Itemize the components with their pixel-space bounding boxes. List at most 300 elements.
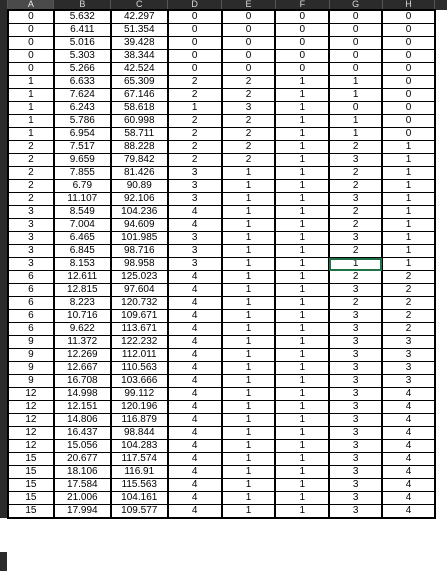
row-header[interactable] — [0, 219, 8, 232]
cell-f[interactable]: 1 — [275, 141, 329, 154]
cell-a[interactable]: 3 — [8, 245, 54, 258]
cell-d[interactable]: 2 — [168, 115, 222, 128]
cell-e[interactable]: 2 — [222, 89, 276, 102]
cell-h[interactable]: 1 — [382, 193, 435, 206]
cell-e[interactable]: 1 — [222, 427, 276, 440]
cell-e[interactable]: 1 — [222, 453, 276, 466]
cell-h[interactable]: 1 — [382, 258, 435, 271]
cell-c[interactable]: 65.309 — [111, 76, 168, 89]
cell-g[interactable]: 1 — [329, 115, 382, 128]
cell-b[interactable]: 16.708 — [54, 375, 111, 388]
cell-h[interactable]: 4 — [382, 388, 435, 401]
overflow-cell[interactable] — [435, 388, 447, 401]
cell-e[interactable]: 1 — [222, 401, 276, 414]
cell-a[interactable]: 3 — [8, 206, 54, 219]
cell-f[interactable]: 1 — [275, 297, 329, 310]
cell-f[interactable]: 1 — [275, 427, 329, 440]
cell-d[interactable]: 4 — [168, 427, 222, 440]
overflow-cell[interactable] — [435, 479, 447, 492]
cell-e[interactable]: 1 — [222, 258, 276, 271]
cell-f[interactable]: 1 — [275, 440, 329, 453]
cell-d[interactable]: 4 — [168, 479, 222, 492]
overflow-cell[interactable] — [435, 10, 447, 24]
column-header-b[interactable]: B — [54, 0, 111, 10]
overflow-cell[interactable] — [435, 466, 447, 479]
cell-b[interactable]: 14.998 — [54, 388, 111, 401]
empty-cell[interactable] — [329, 518, 382, 531]
cell-d[interactable]: 2 — [168, 76, 222, 89]
cell-h[interactable]: 1 — [382, 206, 435, 219]
cell-d[interactable]: 3 — [168, 245, 222, 258]
cell-h[interactable]: 4 — [382, 440, 435, 453]
cell-h[interactable]: 4 — [382, 453, 435, 466]
cell-h[interactable]: 4 — [382, 492, 435, 505]
cell-f[interactable]: 1 — [275, 193, 329, 206]
cell-g[interactable]: 3 — [329, 440, 382, 453]
cell-b[interactable]: 11.107 — [54, 193, 111, 206]
cell-a[interactable]: 9 — [8, 362, 54, 375]
empty-cell[interactable] — [435, 518, 447, 531]
cell-b[interactable]: 9.659 — [54, 154, 111, 167]
empty-cell[interactable] — [222, 518, 276, 531]
row-header[interactable] — [0, 154, 8, 167]
cell-f[interactable]: 1 — [275, 284, 329, 297]
cell-h[interactable]: 0 — [382, 102, 435, 115]
row-header[interactable] — [0, 258, 8, 271]
cell-a[interactable]: 6 — [8, 284, 54, 297]
empty-cell[interactable] — [111, 518, 168, 531]
cell-f[interactable]: 1 — [275, 505, 329, 519]
cell-c[interactable]: 81.426 — [111, 167, 168, 180]
row-header[interactable] — [0, 349, 8, 362]
cell-h[interactable]: 0 — [382, 37, 435, 50]
cell-c[interactable]: 97.604 — [111, 284, 168, 297]
row-header[interactable] — [0, 427, 8, 440]
cell-d[interactable]: 4 — [168, 323, 222, 336]
cell-a[interactable]: 1 — [8, 89, 54, 102]
cell-e[interactable]: 3 — [222, 102, 276, 115]
cell-h[interactable]: 3 — [382, 336, 435, 349]
cell-a[interactable]: 3 — [8, 232, 54, 245]
cell-d[interactable]: 3 — [168, 167, 222, 180]
row-header[interactable] — [0, 453, 8, 466]
cell-g[interactable]: 0 — [329, 63, 382, 76]
cell-e[interactable]: 1 — [222, 245, 276, 258]
cell-g[interactable]: 2 — [329, 180, 382, 193]
cell-e[interactable]: 1 — [222, 167, 276, 180]
cell-e[interactable]: 1 — [222, 388, 276, 401]
row-header[interactable] — [0, 375, 8, 388]
cell-g[interactable]: 3 — [329, 479, 382, 492]
cell-f[interactable]: 0 — [275, 10, 329, 24]
row-header[interactable] — [0, 388, 8, 401]
cell-g[interactable]: 3 — [329, 427, 382, 440]
cell-c[interactable]: 120.196 — [111, 401, 168, 414]
row-header[interactable] — [0, 414, 8, 427]
cell-d[interactable]: 4 — [168, 284, 222, 297]
cell-h[interactable]: 2 — [382, 284, 435, 297]
row-header[interactable] — [0, 115, 8, 128]
cell-b[interactable]: 8.153 — [54, 258, 111, 271]
overflow-cell[interactable] — [435, 349, 447, 362]
cell-c[interactable]: 79.842 — [111, 154, 168, 167]
cell-e[interactable]: 1 — [222, 232, 276, 245]
row-header[interactable] — [0, 180, 8, 193]
cell-a[interactable]: 9 — [8, 349, 54, 362]
empty-cell[interactable] — [168, 518, 222, 531]
cell-c[interactable]: 115.563 — [111, 479, 168, 492]
cell-c[interactable]: 116.91 — [111, 466, 168, 479]
cell-b[interactable]: 6.465 — [54, 232, 111, 245]
cell-c[interactable]: 101.985 — [111, 232, 168, 245]
cell-f[interactable]: 1 — [275, 479, 329, 492]
cell-f[interactable]: 0 — [275, 50, 329, 63]
cell-d[interactable]: 0 — [168, 10, 222, 24]
cell-a[interactable]: 3 — [8, 219, 54, 232]
row-header[interactable] — [0, 128, 8, 141]
cell-h[interactable]: 2 — [382, 271, 435, 284]
cell-g[interactable]: 2 — [329, 297, 382, 310]
empty-cell[interactable] — [54, 518, 111, 531]
cell-c[interactable]: 120.732 — [111, 297, 168, 310]
cell-g[interactable]: 2 — [329, 167, 382, 180]
cell-h[interactable]: 1 — [382, 180, 435, 193]
overflow-cell[interactable] — [435, 206, 447, 219]
cell-d[interactable]: 2 — [168, 89, 222, 102]
cell-e[interactable]: 0 — [222, 50, 276, 63]
cell-f[interactable]: 0 — [275, 24, 329, 37]
cell-f[interactable]: 1 — [275, 375, 329, 388]
overflow-cell[interactable] — [435, 193, 447, 206]
cell-d[interactable]: 3 — [168, 232, 222, 245]
cell-c[interactable]: 60.998 — [111, 115, 168, 128]
cell-c[interactable]: 42.524 — [111, 63, 168, 76]
cell-a[interactable]: 0 — [8, 50, 54, 63]
cell-f[interactable]: 1 — [275, 414, 329, 427]
cell-d[interactable]: 4 — [168, 310, 222, 323]
overflow-cell[interactable] — [435, 440, 447, 453]
cell-b[interactable]: 7.517 — [54, 141, 111, 154]
cell-c[interactable]: 99.112 — [111, 388, 168, 401]
cell-a[interactable]: 3 — [8, 258, 54, 271]
cell-a[interactable]: 0 — [8, 63, 54, 76]
cell-c[interactable]: 104.161 — [111, 492, 168, 505]
cell-e[interactable]: 1 — [222, 466, 276, 479]
row-header[interactable] — [0, 206, 8, 219]
cell-c[interactable]: 98.958 — [111, 258, 168, 271]
row-header[interactable] — [0, 492, 8, 505]
cell-b[interactable]: 11.372 — [54, 336, 111, 349]
cell-h[interactable]: 4 — [382, 479, 435, 492]
cell-e[interactable]: 1 — [222, 362, 276, 375]
cell-a[interactable]: 0 — [8, 37, 54, 50]
cell-d[interactable]: 4 — [168, 466, 222, 479]
cell-c[interactable]: 125.023 — [111, 271, 168, 284]
cell-f[interactable]: 1 — [275, 310, 329, 323]
overflow-cell[interactable] — [435, 505, 447, 519]
row-header[interactable] — [0, 440, 8, 453]
row-header[interactable] — [0, 505, 8, 519]
cell-a[interactable]: 1 — [8, 128, 54, 141]
cell-b[interactable]: 12.151 — [54, 401, 111, 414]
cell-c[interactable]: 98.844 — [111, 427, 168, 440]
cell-h[interactable]: 0 — [382, 76, 435, 89]
cell-e[interactable]: 1 — [222, 375, 276, 388]
row-header[interactable] — [0, 10, 8, 24]
empty-cell[interactable] — [8, 518, 54, 531]
overflow-cell[interactable] — [435, 89, 447, 102]
cell-b[interactable]: 21.006 — [54, 492, 111, 505]
overflow-cell[interactable] — [435, 141, 447, 154]
cell-e[interactable]: 0 — [222, 10, 276, 24]
cell-a[interactable]: 1 — [8, 76, 54, 89]
cell-b[interactable]: 6.411 — [54, 24, 111, 37]
cell-d[interactable]: 4 — [168, 336, 222, 349]
cell-e[interactable]: 1 — [222, 336, 276, 349]
cell-b[interactable]: 17.584 — [54, 479, 111, 492]
overflow-cell[interactable] — [435, 76, 447, 89]
cell-g[interactable]: 1 — [329, 89, 382, 102]
row-header[interactable] — [0, 50, 8, 63]
cell-b[interactable]: 5.303 — [54, 50, 111, 63]
overflow-cell[interactable] — [435, 362, 447, 375]
row-header[interactable] — [0, 89, 8, 102]
cell-d[interactable]: 0 — [168, 63, 222, 76]
cell-e[interactable]: 2 — [222, 154, 276, 167]
cell-h[interactable]: 1 — [382, 245, 435, 258]
overflow-cell[interactable] — [435, 180, 447, 193]
cell-f[interactable]: 1 — [275, 89, 329, 102]
cell-e[interactable]: 1 — [222, 440, 276, 453]
cell-c[interactable]: 39.428 — [111, 37, 168, 50]
cell-a[interactable]: 15 — [8, 479, 54, 492]
column-header-f[interactable]: F — [275, 0, 329, 10]
cell-h[interactable]: 4 — [382, 427, 435, 440]
cell-g[interactable]: 3 — [329, 492, 382, 505]
cell-h[interactable]: 2 — [382, 310, 435, 323]
column-header-h[interactable]: H — [382, 0, 435, 10]
cell-a[interactable]: 0 — [8, 10, 54, 24]
cell-b[interactable]: 7.624 — [54, 89, 111, 102]
cell-f[interactable]: 1 — [275, 362, 329, 375]
cell-b[interactable]: 5.786 — [54, 115, 111, 128]
cell-f[interactable]: 1 — [275, 388, 329, 401]
cell-h[interactable]: 0 — [382, 24, 435, 37]
cell-g[interactable]: 3 — [329, 388, 382, 401]
cell-g[interactable]: 1 — [329, 128, 382, 141]
cell-h[interactable]: 1 — [382, 167, 435, 180]
cell-d[interactable]: 2 — [168, 154, 222, 167]
cell-c[interactable]: 109.577 — [111, 505, 168, 519]
overflow-cell[interactable] — [435, 310, 447, 323]
cell-b[interactable]: 12.611 — [54, 271, 111, 284]
overflow-cell[interactable] — [435, 401, 447, 414]
row-header[interactable] — [0, 76, 8, 89]
row-header[interactable] — [0, 245, 8, 258]
overflow-cell[interactable] — [435, 102, 447, 115]
cell-d[interactable]: 4 — [168, 219, 222, 232]
cell-e[interactable]: 0 — [222, 24, 276, 37]
row-header[interactable] — [0, 284, 8, 297]
cell-c[interactable]: 51.354 — [111, 24, 168, 37]
cell-d[interactable]: 1 — [168, 102, 222, 115]
cell-g[interactable]: 3 — [329, 349, 382, 362]
cell-d[interactable]: 4 — [168, 362, 222, 375]
cell-f[interactable]: 1 — [275, 219, 329, 232]
cell-e[interactable]: 1 — [222, 297, 276, 310]
cell-g[interactable]: 3 — [329, 323, 382, 336]
cell-a[interactable]: 15 — [8, 453, 54, 466]
cell-a[interactable]: 2 — [8, 180, 54, 193]
overflow-cell[interactable] — [435, 427, 447, 440]
cell-e[interactable]: 1 — [222, 310, 276, 323]
column-header-g[interactable]: G — [329, 0, 382, 10]
cell-g[interactable]: 0 — [329, 50, 382, 63]
cell-d[interactable]: 4 — [168, 206, 222, 219]
row-header[interactable] — [0, 336, 8, 349]
cell-d[interactable]: 3 — [168, 180, 222, 193]
cell-d[interactable]: 0 — [168, 50, 222, 63]
cell-b[interactable]: 7.004 — [54, 219, 111, 232]
cell-e[interactable]: 1 — [222, 180, 276, 193]
cell-e[interactable]: 1 — [222, 206, 276, 219]
cell-e[interactable]: 1 — [222, 349, 276, 362]
overflow-cell[interactable] — [435, 167, 447, 180]
cell-e[interactable]: 1 — [222, 505, 276, 519]
row-header[interactable] — [0, 466, 8, 479]
cell-b[interactable]: 14.806 — [54, 414, 111, 427]
cell-g[interactable]: 3 — [329, 336, 382, 349]
cell-a[interactable]: 9 — [8, 336, 54, 349]
cell-d[interactable]: 4 — [168, 414, 222, 427]
row-header[interactable] — [0, 323, 8, 336]
cell-a[interactable]: 12 — [8, 388, 54, 401]
cell-d[interactable]: 4 — [168, 349, 222, 362]
cell-f[interactable]: 1 — [275, 180, 329, 193]
cell-g[interactable]: 3 — [329, 193, 382, 206]
cell-b[interactable]: 20.677 — [54, 453, 111, 466]
cell-f[interactable]: 1 — [275, 401, 329, 414]
cell-f[interactable]: 1 — [275, 258, 329, 271]
column-header-e[interactable]: E — [222, 0, 276, 10]
cell-h[interactable]: 2 — [382, 297, 435, 310]
row-header[interactable] — [0, 479, 8, 492]
cell-b[interactable]: 5.632 — [54, 10, 111, 24]
cell-a[interactable]: 6 — [8, 297, 54, 310]
cell-h[interactable]: 0 — [382, 10, 435, 24]
cell-c[interactable]: 103.666 — [111, 375, 168, 388]
cell-h[interactable]: 0 — [382, 115, 435, 128]
cell-d[interactable]: 3 — [168, 258, 222, 271]
select-all-corner[interactable] — [0, 0, 8, 10]
overflow-cell[interactable] — [435, 37, 447, 50]
cell-a[interactable]: 2 — [8, 154, 54, 167]
cell-b[interactable]: 15.056 — [54, 440, 111, 453]
cell-d[interactable]: 0 — [168, 37, 222, 50]
cell-e[interactable]: 1 — [222, 323, 276, 336]
cell-f[interactable]: 1 — [275, 76, 329, 89]
cell-d[interactable]: 4 — [168, 271, 222, 284]
cell-c[interactable]: 122.232 — [111, 336, 168, 349]
cell-h[interactable]: 1 — [382, 219, 435, 232]
overflow-cell[interactable] — [435, 284, 447, 297]
cell-f[interactable]: 1 — [275, 349, 329, 362]
cell-e[interactable]: 1 — [222, 284, 276, 297]
cell-a[interactable]: 6 — [8, 271, 54, 284]
cell-b[interactable]: 6.954 — [54, 128, 111, 141]
cell-c[interactable]: 104.236 — [111, 206, 168, 219]
overflow-cell[interactable] — [435, 115, 447, 128]
cell-c[interactable]: 112.011 — [111, 349, 168, 362]
cell-e[interactable]: 1 — [222, 271, 276, 284]
cell-f[interactable]: 1 — [275, 336, 329, 349]
cell-b[interactable]: 12.269 — [54, 349, 111, 362]
cell-h[interactable]: 3 — [382, 362, 435, 375]
cell-a[interactable]: 2 — [8, 141, 54, 154]
cell-h[interactable]: 4 — [382, 401, 435, 414]
cell-h[interactable]: 1 — [382, 141, 435, 154]
overflow-cell[interactable] — [435, 232, 447, 245]
overflow-cell[interactable] — [435, 414, 447, 427]
cell-g[interactable]: 0 — [329, 37, 382, 50]
cell-d[interactable]: 4 — [168, 375, 222, 388]
cell-g[interactable]: 2 — [329, 141, 382, 154]
cell-a[interactable]: 6 — [8, 323, 54, 336]
cell-g[interactable]: 1 — [329, 258, 382, 271]
cell-f[interactable]: 0 — [275, 37, 329, 50]
cell-g[interactable]: 3 — [329, 453, 382, 466]
cell-e[interactable]: 0 — [222, 63, 276, 76]
cell-f[interactable]: 1 — [275, 154, 329, 167]
overflow-cell[interactable] — [435, 492, 447, 505]
row-header[interactable] — [0, 271, 8, 284]
cell-g[interactable]: 2 — [329, 219, 382, 232]
empty-cell[interactable] — [382, 518, 435, 531]
overflow-cell[interactable] — [435, 375, 447, 388]
cell-b[interactable]: 6.845 — [54, 245, 111, 258]
overflow-cell[interactable] — [435, 24, 447, 37]
row-header[interactable] — [0, 24, 8, 37]
column-header-a[interactable]: A — [8, 0, 54, 10]
cell-g[interactable]: 3 — [329, 505, 382, 519]
cell-g[interactable]: 0 — [329, 10, 382, 24]
cell-c[interactable]: 113.671 — [111, 323, 168, 336]
cell-c[interactable]: 117.574 — [111, 453, 168, 466]
cell-b[interactable]: 8.223 — [54, 297, 111, 310]
cell-c[interactable]: 88.228 — [111, 141, 168, 154]
cell-c[interactable]: 94.609 — [111, 219, 168, 232]
cell-h[interactable]: 4 — [382, 466, 435, 479]
cell-c[interactable]: 42.297 — [111, 10, 168, 24]
cell-b[interactable]: 7.855 — [54, 167, 111, 180]
cell-d[interactable]: 4 — [168, 453, 222, 466]
cell-g[interactable]: 3 — [329, 466, 382, 479]
cell-g[interactable]: 3 — [329, 375, 382, 388]
cell-e[interactable]: 2 — [222, 76, 276, 89]
cell-a[interactable]: 0 — [8, 24, 54, 37]
cell-c[interactable]: 109.671 — [111, 310, 168, 323]
cell-c[interactable]: 58.711 — [111, 128, 168, 141]
overflow-cell[interactable] — [435, 50, 447, 63]
cell-f[interactable]: 1 — [275, 102, 329, 115]
cell-d[interactable]: 4 — [168, 492, 222, 505]
cell-g[interactable]: 3 — [329, 362, 382, 375]
cell-g[interactable]: 2 — [329, 271, 382, 284]
row-header[interactable] — [0, 141, 8, 154]
cell-a[interactable]: 1 — [8, 115, 54, 128]
empty-cell[interactable] — [275, 518, 329, 531]
cell-h[interactable]: 0 — [382, 128, 435, 141]
